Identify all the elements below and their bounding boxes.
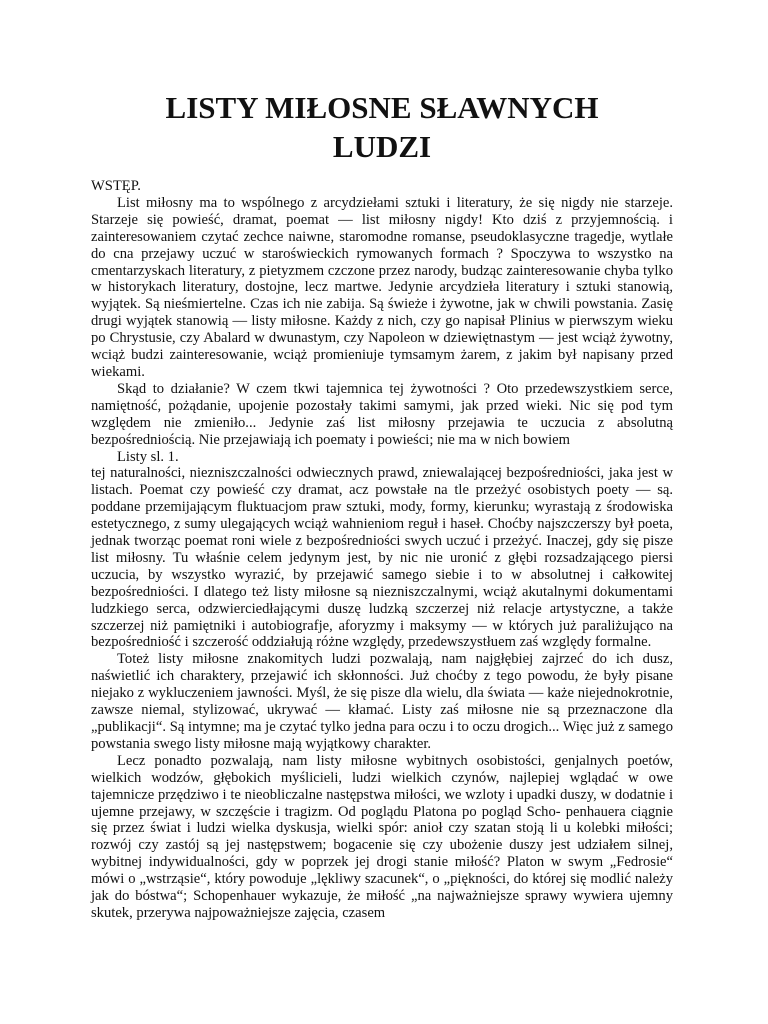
paragraph-continued: tej naturalności, niezniszczalności odwiecznych prawd, zniewalającej bezpośredniości, jaka jest w listach. Poemat czy powieść czy dramat, acz powstałe na tle przeżyć osobistych poety — są. poddane przemijającym fluktuacjom praw sztuki, mody, formy, kierunku; wyrastają z środowiska estetycznego, z sumy ulegających wciąż wahnieniom reguł i haseł. Choćby najszczerszy był poeta, jednak tworząc poemat roni wiele z bezpośredniości swych uczuć i przeżyć. Inaczej, gdy się pisze list miłosny. Tu właśnie celem jedynym jest, by nic nie uronić z głębi rozsadzającego piersi uczucia, by wszystko wyrazić, by przejawić samego siebie i to w absolutnej i całkowitej bezpośredniości. I dlatego też listy miłosne są niezniszczalnymi, wciąż akutalnymi dokumentami ludzkiego serca, odzwierciedłającymi duszę ludzką szczerzej niż relacje artystyczne, a także szczerzej niż pamiętniki i autobiografje, aforyzmy i maksymy — w których już paraliżująco na bezpośredniość i szczerość oddziałują różne względy, przedewszystłuem zaś względy formalne. [91, 465, 673, 651]
document-page [91, 88, 673, 922]
paragraph-2: Skąd to działanie? W czem tkwi tajemnica tej żywotności ? Oto przedewszystkiem serce, namiętność, pożądanie, upojenie pozostały takimi samymi, jak przed wieki. Nic się pod tym względem nie zmieniło... Jedynie zaś list miłosny przejawia te uczucia z absolutną bezpośredniością. Nie przejawiają ich poematy i powieści; nie ma w nich bowiem [91, 380, 673, 448]
paragraph-4: Lecz ponadto pozwalają, nam listy miłosne wybitnych osobistości, genjalnych poetów, wielkich wodzów, głębokich myślicieli, ludzi wielkich czynów, najlepiej wglądać w owe tajemnicze przędziwo i te nieobliczalne następstwa miłości, we wzloty i upadki duszy, w dodatnie i ujemne przejawy, w szczęście i tragizm. Od poglądu Platona po pogląd Scho- penhauera ciągnie się przez świat i ludzi wielka dyskusja, wielki spór: anioł czy szatan stoją li u kolebki miłości; rozwój czy zastój są jej następstwem; bogacenie się czy ubożenie duszy jest udziałem silnej, wybitnej indywidualności, gdy w poprzek jej drogi stanie miłość? Platon w swym „Fedrosie“ mówi o „wstrząsie“, który powoduje „lękliwy szacunek“, o „piękności, do której się modlić należy jak do bóstwa“; Schopenhauer wykazuje, że miłość „na najważniejsze sprawy wywiera ujemny skutek, przerywa najpoważniejsze zajęcia, czasem [91, 752, 673, 921]
title-line-2: LUDZI [332, 129, 432, 164]
document-body [91, 178, 673, 922]
section-heading: WSTĘP. [91, 178, 141, 194]
paragraph-1: List miłosny ma to wspólnego z arcydziełami sztuki i literatury, że się nigdy nie starzeje. Starzeje się powieść, dramat, poemat — list miłosny nigdy! Kto dziś z przyjemnością. i zainteresowaniem czytać zechce naiwne, staromodne romanse, pseudoklasyczne tragedje, wytlałe do cna przejawy uczuć w staroświeckich rymowanych formach ? Spoczywa to wszystko na cmentarzyskach literatury, z pietyzmem czczone przez narody, budząc zainteresowanie chyba tylko w historykach literatury, dostojne, lecz martwe. Jedynie arcydzieła literatury i sztuki stanowią, wyjątek. Są nieśmiertelne. Czas ich nie zabija. Są świeże i żywotne, jak w chwili powstania. Zasię drugi wyjątek stanowią — listy miłosne. Każdy z nich, czy go napisał Plinius w pierwszym wieku po Chrystusie, czy Abalard w dwunastym, czy Napoleon w dziewiętnastym — jest wciąż żywotny, wciąż budzi zainteresowanie, wciąż promieniuje tymsamym żarem, z jakim był napisany przed wiekami. [91, 194, 673, 380]
paragraph-3: Toteż listy miłosne znakomitych ludzi pozwalają, nam najgłębiej zajrzeć do ich dusz, naświetlić ich charaktery, przejawić ich skłonności. Już choćby z tego powodu, że były pisane niejako z wykluczeniem jawności. Myśl, że się pisze dla wielu, dla świata — każe niejednokrotnie, zawsze niemal, stylizować, ukrywać — kłamać. Listy zaś miłosne nie są przeznaczone dla „publikacji“. Są intymne; ma je czytać tylko jedna para oczu i to oczu drogich... Więc już z samego powstania swego listy miłosne mają wyjątkowy charakter. [91, 651, 673, 752]
document-title [91, 88, 673, 166]
page-marker: Listy sl. 1. [117, 448, 179, 465]
title-line-1: LISTY MIŁOSNE SŁAWNYCH [165, 90, 599, 125]
